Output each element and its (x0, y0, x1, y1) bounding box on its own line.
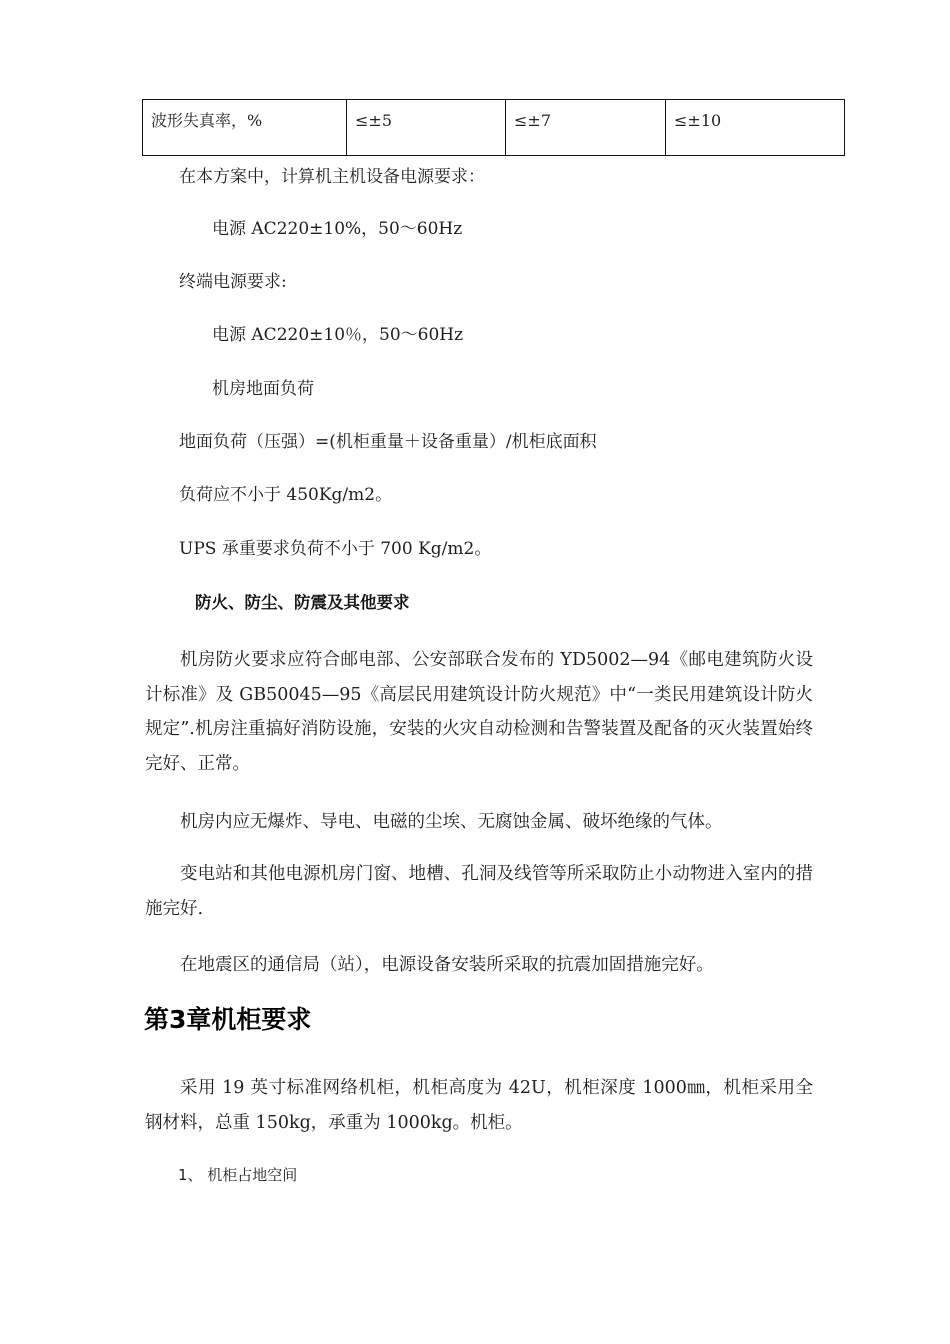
table-row (143, 100, 845, 156)
spec-table (142, 99, 845, 156)
table-cell-label: 波形失真率，% (143, 100, 347, 156)
list-item: 1、 机柜占地空间 (178, 1166, 298, 1184)
floor-load-title: 机房地面负荷 (212, 379, 314, 399)
host-power-spec: 电源 AC220±10%，50～60Hz (212, 219, 463, 239)
terminal-power-spec: 电源 AC220±10％，50～60Hz (212, 325, 464, 345)
terminal-requirement-text: 终端电源要求: (179, 272, 287, 292)
fire-protection-paragraph: 机房防火要求应符合邮电部、公安部联合发布的 YD5002—94《邮电建筑防火设计标准》及 GB50045—95《高层民用建筑设计防火规范》中“一类民用建筑设计防火规定”.机房注重搞好消防设施，安装的火灾自动检测和告警装置及配备的灭火装置始终完好、正常。 (145, 650, 813, 774)
small-animal-paragraph: 变电站和其他电源机房门窗、地槽、孔洞及线管等所采取防止小动物进入室内的措施完好. (145, 864, 813, 919)
load-minimum-text: 负荷应不小于 450Kg/m2。 (179, 485, 393, 505)
host-requirement-text: 在本方案中，计算机主机设备电源要求： (179, 167, 485, 187)
dust-paragraph: 机房内应无爆炸、导电、电磁的尘埃、无腐蚀金属、破坏绝缘的气体。 (180, 812, 723, 832)
earthquake-paragraph: 在地震区的通信局（站），电源设备安装所采取的抗震加固措施完好。 (180, 955, 714, 975)
cabinet-paragraph: 采用 19 英寸标准网络机柜，机柜高度为 42U，机柜深度 1000㎜，机柜采用全钢材料，总重 150kg，承重为 1000kg。机柜。 (145, 1078, 813, 1133)
ups-load-text: UPS 承重要求负荷不小于 700 Kg/m2。 (179, 539, 492, 559)
table-cell-value-b: ≤±7 (506, 100, 666, 156)
fire-dust-quake-heading: 防火、防尘、防震及其他要求 (195, 593, 410, 612)
chapter-title: 第3章机柜要求 (144, 1005, 312, 1034)
floor-load-formula: 地面负荷（压强）=(机柜重量＋设备重量）/机柜底面积 (179, 432, 597, 452)
table-cell-value-a: ≤±5 (347, 100, 506, 156)
table-cell-value-c: ≤±10 (666, 100, 845, 156)
